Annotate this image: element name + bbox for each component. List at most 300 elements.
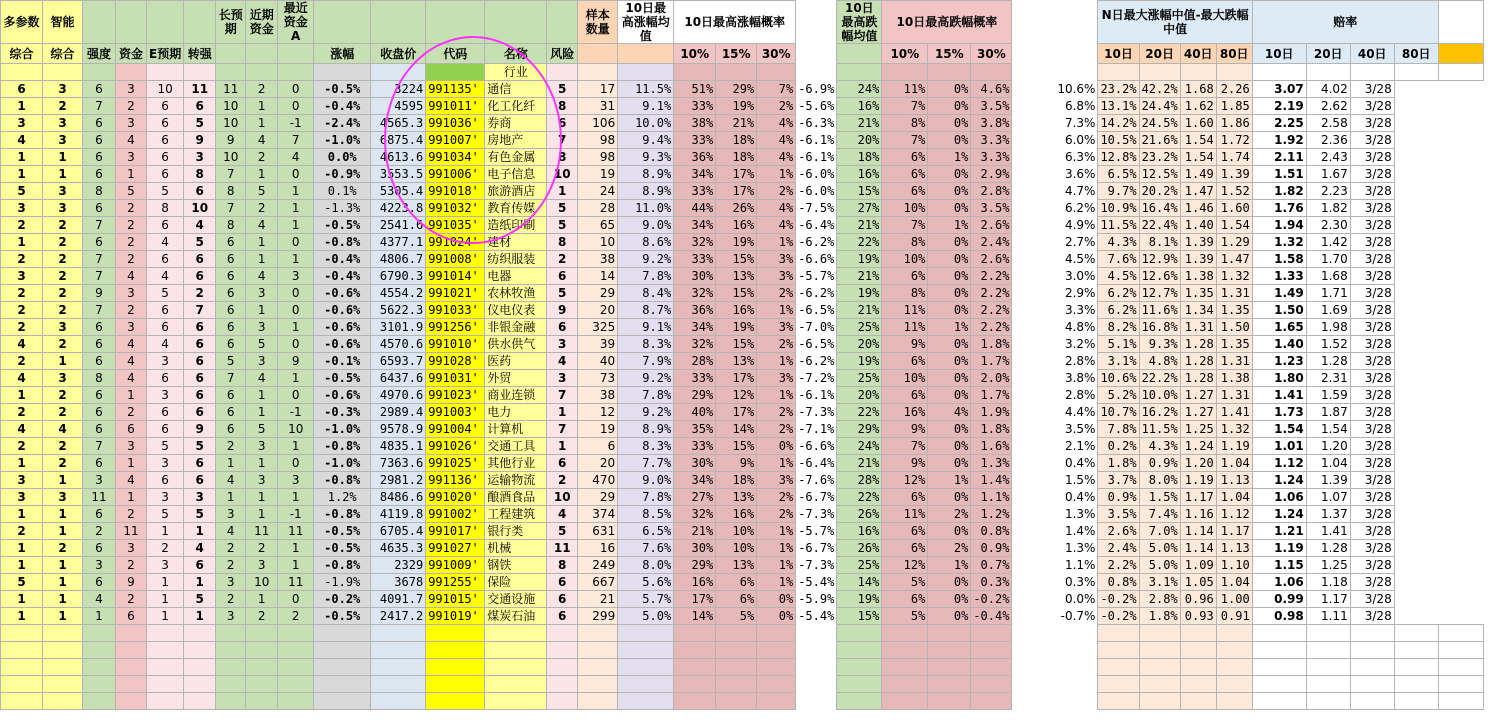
cell[interactable]: 991021': [426, 285, 485, 302]
cell[interactable]: [246, 659, 278, 676]
cell[interactable]: 1.2%: [971, 506, 1012, 523]
cell[interactable]: 2417.2: [371, 608, 426, 625]
cell[interactable]: 0: [278, 455, 314, 472]
cell[interactable]: [1252, 64, 1306, 81]
cell[interactable]: 3: [1, 268, 43, 285]
cell[interactable]: 34%: [674, 319, 716, 336]
cell[interactable]: 9.1%: [618, 98, 674, 115]
cell[interactable]: 991014': [426, 268, 485, 285]
cell[interactable]: 6: [147, 319, 184, 336]
cell[interactable]: 4%: [757, 115, 796, 132]
cell[interactable]: 2.9%: [1012, 285, 1098, 302]
cell[interactable]: -1.0%: [314, 421, 371, 438]
cell[interactable]: [1098, 659, 1139, 676]
cell[interactable]: 3: [43, 489, 83, 506]
cell[interactable]: 20: [578, 302, 618, 319]
cell[interactable]: 2: [43, 404, 83, 421]
cell[interactable]: -6.9%: [796, 81, 837, 98]
cell[interactable]: [1216, 625, 1252, 642]
cell[interactable]: -0.5%: [314, 81, 371, 98]
cell[interactable]: 4970.6: [371, 387, 426, 404]
cell[interactable]: 0%: [928, 115, 971, 132]
cell[interactable]: 2329: [371, 557, 426, 574]
cell[interactable]: 5: [147, 285, 184, 302]
cell[interactable]: 11.0%: [618, 200, 674, 217]
cell[interactable]: 化工化纤: [485, 98, 547, 115]
cell[interactable]: 7.8%: [618, 387, 674, 404]
cell[interactable]: 0%: [928, 268, 971, 285]
cell[interactable]: 0%: [928, 98, 971, 115]
cell[interactable]: 7.7%: [618, 455, 674, 472]
cell[interactable]: 9: [184, 132, 216, 149]
cell[interactable]: -6.4%: [796, 455, 837, 472]
cell[interactable]: 16%: [716, 506, 757, 523]
cell[interactable]: 1.73: [1252, 404, 1306, 421]
cell[interactable]: 6: [216, 302, 246, 319]
cell[interactable]: 21%: [837, 302, 882, 319]
cell[interactable]: 5305.4: [371, 183, 426, 200]
cell[interactable]: 4: [216, 523, 246, 540]
cell[interactable]: 1.24: [1180, 438, 1216, 455]
cell[interactable]: 7.9%: [618, 353, 674, 370]
cell[interactable]: 33%: [674, 132, 716, 149]
cell[interactable]: [1252, 693, 1306, 710]
column-subheader[interactable]: [1438, 44, 1483, 64]
cell[interactable]: 7: [184, 302, 216, 319]
cell[interactable]: 4.8%: [1139, 353, 1180, 370]
cell[interactable]: 7.4%: [1139, 506, 1180, 523]
cell[interactable]: 3678: [371, 574, 426, 591]
cell[interactable]: 16%: [674, 574, 716, 591]
cell[interactable]: [1216, 693, 1252, 710]
cell[interactable]: 631: [578, 523, 618, 540]
cell[interactable]: 6: [184, 251, 216, 268]
cell[interactable]: 6%: [882, 149, 928, 166]
cell[interactable]: 2.0%: [971, 370, 1012, 387]
cell[interactable]: [1438, 693, 1483, 710]
cell[interactable]: 10.0%: [1139, 387, 1180, 404]
cell[interactable]: 2: [1, 353, 43, 370]
cell[interactable]: 10%: [882, 251, 928, 268]
cell[interactable]: 3/28: [1350, 523, 1394, 540]
cell[interactable]: [716, 64, 757, 81]
cell[interactable]: 5.1%: [1098, 336, 1139, 353]
cell[interactable]: 13%: [716, 268, 757, 285]
cell[interactable]: [971, 676, 1012, 693]
cell[interactable]: 1.31: [1216, 387, 1252, 404]
cell[interactable]: [1438, 625, 1483, 642]
cell[interactable]: [1394, 676, 1438, 693]
cell[interactable]: 7363.6: [371, 455, 426, 472]
cell[interactable]: 8%: [882, 115, 928, 132]
cell[interactable]: 1.60: [1180, 115, 1216, 132]
cell[interactable]: 6: [184, 404, 216, 421]
cell[interactable]: 1: [184, 574, 216, 591]
cell[interactable]: [547, 676, 578, 693]
cell[interactable]: 0.9%: [1139, 455, 1180, 472]
cell[interactable]: 1.13: [1216, 472, 1252, 489]
cell[interactable]: 2: [147, 540, 184, 557]
cell[interactable]: [43, 659, 83, 676]
cell[interactable]: 2.2%: [1098, 557, 1139, 574]
cell[interactable]: 6: [216, 251, 246, 268]
cell[interactable]: [578, 642, 618, 659]
cell[interactable]: 0.4%: [1012, 455, 1098, 472]
cell[interactable]: 2: [43, 302, 83, 319]
cell[interactable]: 991136': [426, 472, 485, 489]
cell[interactable]: 3: [116, 438, 147, 455]
cell[interactable]: 7%: [882, 132, 928, 149]
cell[interactable]: 1: [246, 251, 278, 268]
cell[interactable]: 1%: [757, 523, 796, 540]
cell[interactable]: [1180, 642, 1216, 659]
cell[interactable]: 3: [43, 200, 83, 217]
cell[interactable]: 0: [278, 591, 314, 608]
cell[interactable]: 1%: [757, 234, 796, 251]
cell[interactable]: 8.0%: [1139, 472, 1180, 489]
cell[interactable]: 6: [147, 132, 184, 149]
cell[interactable]: 5: [216, 353, 246, 370]
cell[interactable]: [1012, 642, 1098, 659]
cell[interactable]: 8486.6: [371, 489, 426, 506]
cell[interactable]: 15%: [716, 438, 757, 455]
cell[interactable]: 1: [1, 149, 43, 166]
cell[interactable]: 1: [278, 319, 314, 336]
cell[interactable]: 0.99: [1252, 591, 1306, 608]
cell[interactable]: 19: [578, 166, 618, 183]
cell[interactable]: 2.2%: [971, 285, 1012, 302]
cell[interactable]: 2: [43, 285, 83, 302]
cell[interactable]: 17%: [674, 591, 716, 608]
cell[interactable]: 4570.6: [371, 336, 426, 353]
cell[interactable]: 0%: [928, 166, 971, 183]
cell[interactable]: 1: [1, 98, 43, 115]
cell[interactable]: 10.9%: [1098, 200, 1139, 217]
cell[interactable]: [1438, 64, 1483, 81]
cell[interactable]: 11: [246, 523, 278, 540]
cell[interactable]: [928, 676, 971, 693]
cell[interactable]: 14%: [674, 608, 716, 625]
cell[interactable]: 1.5%: [1139, 489, 1180, 506]
cell[interactable]: 3/28: [1350, 472, 1394, 489]
cell[interactable]: 外贸: [485, 370, 547, 387]
cell[interactable]: 991026': [426, 438, 485, 455]
cell[interactable]: 3/28: [1350, 353, 1394, 370]
cell[interactable]: 3: [43, 183, 83, 200]
cell[interactable]: 1: [246, 404, 278, 421]
cell[interactable]: 9%: [882, 421, 928, 438]
cell[interactable]: 10.0%: [618, 115, 674, 132]
cell[interactable]: 0: [278, 387, 314, 404]
cell[interactable]: 4: [83, 591, 116, 608]
cell[interactable]: 1: [1, 608, 43, 625]
cell[interactable]: 33%: [674, 98, 716, 115]
cell[interactable]: 1.07: [1306, 489, 1350, 506]
cell[interactable]: [971, 693, 1012, 710]
cell[interactable]: 10.5%: [1098, 132, 1139, 149]
cell[interactable]: 3/28: [1350, 234, 1394, 251]
cell[interactable]: -1.0%: [314, 132, 371, 149]
cell[interactable]: 1: [278, 183, 314, 200]
cell[interactable]: 5%: [716, 608, 757, 625]
cell[interactable]: 1.3%: [1012, 506, 1098, 523]
cell[interactable]: 2: [116, 98, 147, 115]
cell[interactable]: 7%: [882, 98, 928, 115]
cell[interactable]: 1.28: [1306, 353, 1350, 370]
cell[interactable]: [216, 64, 246, 81]
cell[interactable]: [882, 659, 928, 676]
cell[interactable]: 21: [578, 591, 618, 608]
cell[interactable]: 991007': [426, 132, 485, 149]
cell[interactable]: [547, 625, 578, 642]
cell[interactable]: [796, 642, 837, 659]
cell[interactable]: 3%: [757, 268, 796, 285]
cell[interactable]: 12%: [882, 472, 928, 489]
column-header[interactable]: [371, 1, 426, 44]
cell[interactable]: -0.6%: [314, 302, 371, 319]
cell[interactable]: 1.28: [1306, 540, 1350, 557]
cell[interactable]: 6: [116, 608, 147, 625]
cell[interactable]: 3: [547, 336, 578, 353]
cell[interactable]: 7: [216, 370, 246, 387]
cell[interactable]: 33%: [674, 370, 716, 387]
cell[interactable]: 20%: [837, 387, 882, 404]
cell[interactable]: 2.6%: [971, 217, 1012, 234]
cell[interactable]: 38: [578, 387, 618, 404]
cell[interactable]: 11: [278, 574, 314, 591]
cell[interactable]: 12%: [716, 387, 757, 404]
cell[interactable]: 16%: [837, 98, 882, 115]
cell[interactable]: 8.3%: [618, 438, 674, 455]
cell[interactable]: 3.8%: [1012, 370, 1098, 387]
cell[interactable]: 33%: [674, 438, 716, 455]
cell[interactable]: -0.8%: [314, 472, 371, 489]
cell[interactable]: 2: [1, 302, 43, 319]
cell[interactable]: 2: [43, 217, 83, 234]
cell[interactable]: [1012, 676, 1098, 693]
cell[interactable]: [371, 642, 426, 659]
cell[interactable]: 4: [116, 268, 147, 285]
cell[interactable]: -2.4%: [314, 115, 371, 132]
column-header[interactable]: [426, 1, 485, 44]
cell[interactable]: 2: [116, 234, 147, 251]
cell[interactable]: -6.2%: [796, 234, 837, 251]
cell[interactable]: 1: [246, 489, 278, 506]
cell[interactable]: 3.3%: [1012, 302, 1098, 319]
cell[interactable]: 2.19: [1252, 98, 1306, 115]
cell[interactable]: 2%: [757, 421, 796, 438]
cell[interactable]: [882, 676, 928, 693]
cell[interactable]: [116, 64, 147, 81]
cell[interactable]: 6: [184, 370, 216, 387]
cell[interactable]: 3.5%: [971, 98, 1012, 115]
cell[interactable]: 0%: [928, 591, 971, 608]
cell[interactable]: [83, 64, 116, 81]
cell[interactable]: 7: [83, 302, 116, 319]
cell[interactable]: [837, 625, 882, 642]
cell[interactable]: 6.3%: [1012, 149, 1098, 166]
cell[interactable]: 6: [184, 319, 216, 336]
cell[interactable]: 991008': [426, 251, 485, 268]
cell[interactable]: 991035': [426, 217, 485, 234]
cell[interactable]: 7: [547, 421, 578, 438]
cell[interactable]: 行业: [485, 64, 547, 81]
cell[interactable]: 1.86: [1216, 115, 1252, 132]
cell[interactable]: [837, 642, 882, 659]
cell[interactable]: 2.36: [1306, 132, 1350, 149]
cell[interactable]: 2: [116, 404, 147, 421]
cell[interactable]: 12.8%: [1098, 149, 1139, 166]
cell[interactable]: 3: [116, 319, 147, 336]
cell[interactable]: 3: [147, 557, 184, 574]
cell[interactable]: [757, 625, 796, 642]
cell[interactable]: 6.0%: [1012, 132, 1098, 149]
cell[interactable]: 29%: [674, 557, 716, 574]
cell[interactable]: 1: [216, 455, 246, 472]
cell[interactable]: 3: [43, 370, 83, 387]
cell[interactable]: 2%: [928, 506, 971, 523]
cell[interactable]: 1.82: [1252, 183, 1306, 200]
cell[interactable]: 1.54: [1252, 421, 1306, 438]
cell[interactable]: 3/28: [1350, 251, 1394, 268]
cell[interactable]: 6: [83, 132, 116, 149]
cell[interactable]: 1.3%: [1012, 540, 1098, 557]
cell[interactable]: 34%: [674, 472, 716, 489]
cell[interactable]: [618, 625, 674, 642]
cell[interactable]: 8: [147, 200, 184, 217]
cell[interactable]: -6.5%: [796, 302, 837, 319]
cell[interactable]: 2: [216, 557, 246, 574]
cell[interactable]: 1.58: [1252, 251, 1306, 268]
cell[interactable]: 3: [1, 200, 43, 217]
cell[interactable]: 0.2%: [1098, 438, 1139, 455]
cell[interactable]: 6: [83, 200, 116, 217]
cell[interactable]: 0.98: [1252, 608, 1306, 625]
cell[interactable]: 2: [278, 608, 314, 625]
cell[interactable]: -7.3%: [796, 557, 837, 574]
cell[interactable]: 3/28: [1350, 455, 1394, 472]
cell[interactable]: 34%: [674, 217, 716, 234]
cell[interactable]: 1: [246, 506, 278, 523]
cell[interactable]: [674, 676, 716, 693]
cell[interactable]: 6: [147, 302, 184, 319]
cell[interactable]: 1: [43, 166, 83, 183]
cell[interactable]: 29%: [837, 421, 882, 438]
cell[interactable]: 0%: [757, 591, 796, 608]
cell[interactable]: 24: [578, 183, 618, 200]
cell[interactable]: 1.15: [1252, 557, 1306, 574]
cell[interactable]: 7: [216, 166, 246, 183]
cell[interactable]: 16%: [882, 404, 928, 421]
cell[interactable]: 9.2%: [618, 370, 674, 387]
column-subheader[interactable]: 收盘价: [371, 44, 426, 64]
cell[interactable]: 3: [147, 455, 184, 472]
column-header[interactable]: 长预期: [216, 1, 246, 44]
cell[interactable]: 6875.4: [371, 132, 426, 149]
cell[interactable]: 1.60: [1216, 200, 1252, 217]
cell[interactable]: [578, 659, 618, 676]
cell[interactable]: 1.27: [1180, 387, 1216, 404]
cell[interactable]: -6.2%: [796, 353, 837, 370]
cell[interactable]: 991002': [426, 506, 485, 523]
cell[interactable]: 0: [278, 234, 314, 251]
cell[interactable]: 9.3%: [618, 149, 674, 166]
cell[interactable]: 4: [547, 353, 578, 370]
cell[interactable]: 16%: [716, 302, 757, 319]
cell[interactable]: [43, 625, 83, 642]
cell[interactable]: 1.00: [1216, 591, 1252, 608]
cell[interactable]: 3: [246, 557, 278, 574]
cell[interactable]: 6.2%: [1098, 302, 1139, 319]
cell[interactable]: 1.25: [1306, 557, 1350, 574]
cell[interactable]: 1%: [757, 166, 796, 183]
cell[interactable]: 8: [83, 370, 116, 387]
cell[interactable]: 10%: [882, 200, 928, 217]
cell[interactable]: 6: [83, 81, 116, 98]
cell[interactable]: 1: [83, 608, 116, 625]
cell[interactable]: [578, 693, 618, 710]
cell[interactable]: 470: [578, 472, 618, 489]
cell[interactable]: [314, 693, 371, 710]
cell[interactable]: 2: [1, 217, 43, 234]
cell[interactable]: 991006': [426, 166, 485, 183]
cell[interactable]: 1.40: [1252, 336, 1306, 353]
cell[interactable]: 3: [116, 285, 147, 302]
cell[interactable]: 1.24: [1252, 472, 1306, 489]
cell[interactable]: 9: [83, 285, 116, 302]
cell[interactable]: 1.82: [1306, 200, 1350, 217]
cell[interactable]: 1.6%: [971, 438, 1012, 455]
cell[interactable]: 991034': [426, 149, 485, 166]
cell[interactable]: 0: [278, 302, 314, 319]
cell[interactable]: 2: [1, 404, 43, 421]
cell[interactable]: 1: [147, 523, 184, 540]
cell[interactable]: 1: [43, 353, 83, 370]
cell[interactable]: 6: [83, 353, 116, 370]
cell[interactable]: [796, 64, 837, 81]
cell[interactable]: 2.8%: [971, 183, 1012, 200]
cell[interactable]: 40: [578, 353, 618, 370]
cell[interactable]: [796, 625, 837, 642]
cell[interactable]: -0.6%: [314, 387, 371, 404]
cell[interactable]: 991255': [426, 574, 485, 591]
cell[interactable]: [1, 64, 43, 81]
cell[interactable]: 4: [1, 421, 43, 438]
cell[interactable]: [216, 693, 246, 710]
cell[interactable]: 73: [578, 370, 618, 387]
cell[interactable]: 11: [83, 489, 116, 506]
cell[interactable]: 1.06: [1252, 489, 1306, 506]
cell[interactable]: -6.0%: [796, 183, 837, 200]
column-header[interactable]: [116, 1, 147, 44]
cell[interactable]: [184, 676, 216, 693]
cell[interactable]: 5: [147, 183, 184, 200]
cell[interactable]: 11.6%: [1139, 302, 1180, 319]
cell[interactable]: 5: [116, 183, 147, 200]
cell[interactable]: 有色金属: [485, 149, 547, 166]
cell[interactable]: 0.1%: [314, 183, 371, 200]
cell[interactable]: 1%: [928, 472, 971, 489]
cell[interactable]: -6.2%: [796, 285, 837, 302]
cell[interactable]: [371, 659, 426, 676]
cell[interactable]: [618, 659, 674, 676]
cell[interactable]: 991023': [426, 387, 485, 404]
cell[interactable]: 3: [184, 489, 216, 506]
column-header[interactable]: 赔率: [1252, 1, 1438, 44]
cell[interactable]: 9.2%: [618, 404, 674, 421]
cell[interactable]: 8.5%: [618, 506, 674, 523]
cell[interactable]: 11: [278, 523, 314, 540]
